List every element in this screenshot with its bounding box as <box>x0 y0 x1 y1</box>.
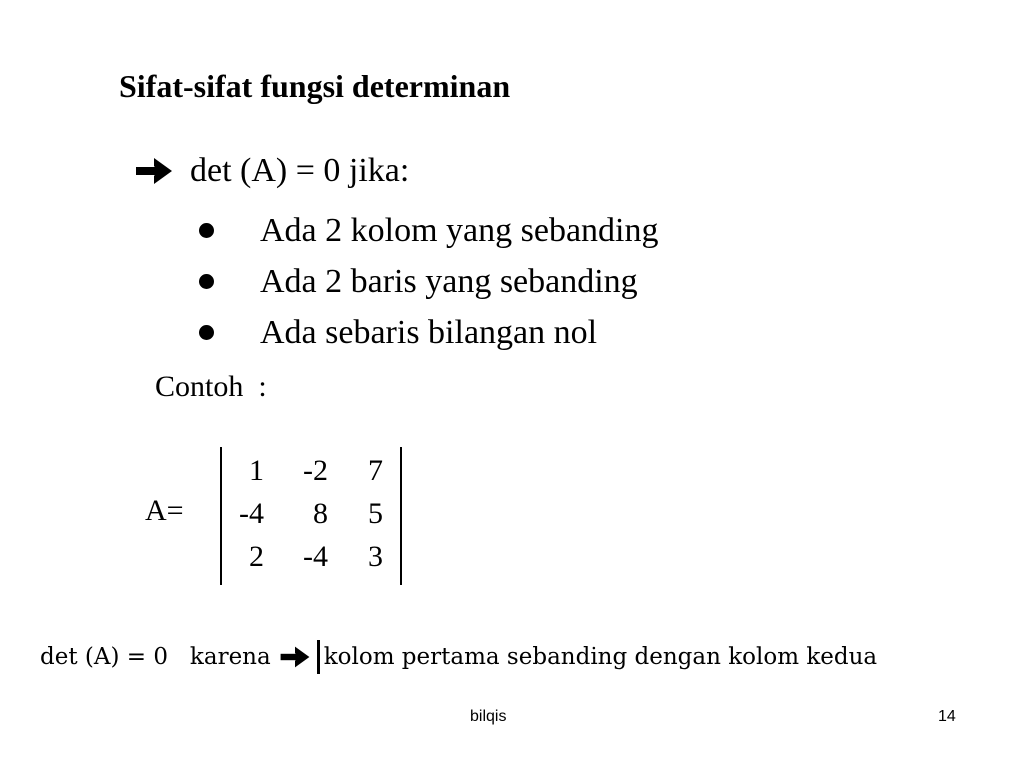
bullet-text: Ada sebaris bilangan nol <box>260 313 598 351</box>
bullet-text: Ada 2 kolom yang sebanding <box>260 211 659 249</box>
matrix-cell: 1 <box>249 454 264 487</box>
footer-author: bilqis <box>470 708 507 725</box>
matrix-cell: 2 <box>249 540 264 573</box>
determinant-left-bar <box>220 447 222 585</box>
right-arrow-icon <box>279 645 311 669</box>
matrix-cell: 5 <box>368 497 383 530</box>
matrix-cell: 7 <box>368 454 383 487</box>
condition-text: det (A) = 0 jika: <box>190 152 410 189</box>
bullet-dot-icon <box>199 325 214 340</box>
matrix-cell: -4 <box>303 540 328 573</box>
matrix-row <box>226 492 383 535</box>
matrix-cell: 3 <box>368 540 383 573</box>
conclusion-line <box>40 640 877 674</box>
bullet-dot-icon <box>199 274 214 289</box>
conclusion-spacer <box>168 644 190 670</box>
conclusion-because: karena <box>189 644 271 670</box>
condition-bullet-list <box>195 205 659 358</box>
conclusion-det: det (A) = 0 <box>40 644 168 670</box>
list-item <box>195 256 659 307</box>
bullet-text: Ada 2 baris yang sebanding <box>260 262 638 300</box>
matrix-label: A= <box>145 494 184 527</box>
page-number: 14 <box>938 708 956 725</box>
matrix-table <box>226 449 383 578</box>
list-item <box>195 205 659 256</box>
matrix-cell: -4 <box>239 497 264 530</box>
conclusion-reason: kolom pertama sebanding dengan kolom kedua <box>323 644 878 670</box>
list-item <box>195 307 659 358</box>
slide-title: Sifat-sifat fungsi determinan <box>119 68 511 104</box>
bullet-dot-icon <box>199 223 214 238</box>
determinant-right-bar <box>400 447 402 585</box>
condition-line <box>134 152 409 190</box>
right-arrow-icon <box>134 156 174 186</box>
matrix-cell: 8 <box>313 497 328 530</box>
matrix-cell: -2 <box>303 454 328 487</box>
matrix-row <box>226 535 383 578</box>
text-cursor <box>317 640 320 674</box>
matrix-row <box>226 449 383 492</box>
example-label: Contoh : <box>155 370 267 403</box>
